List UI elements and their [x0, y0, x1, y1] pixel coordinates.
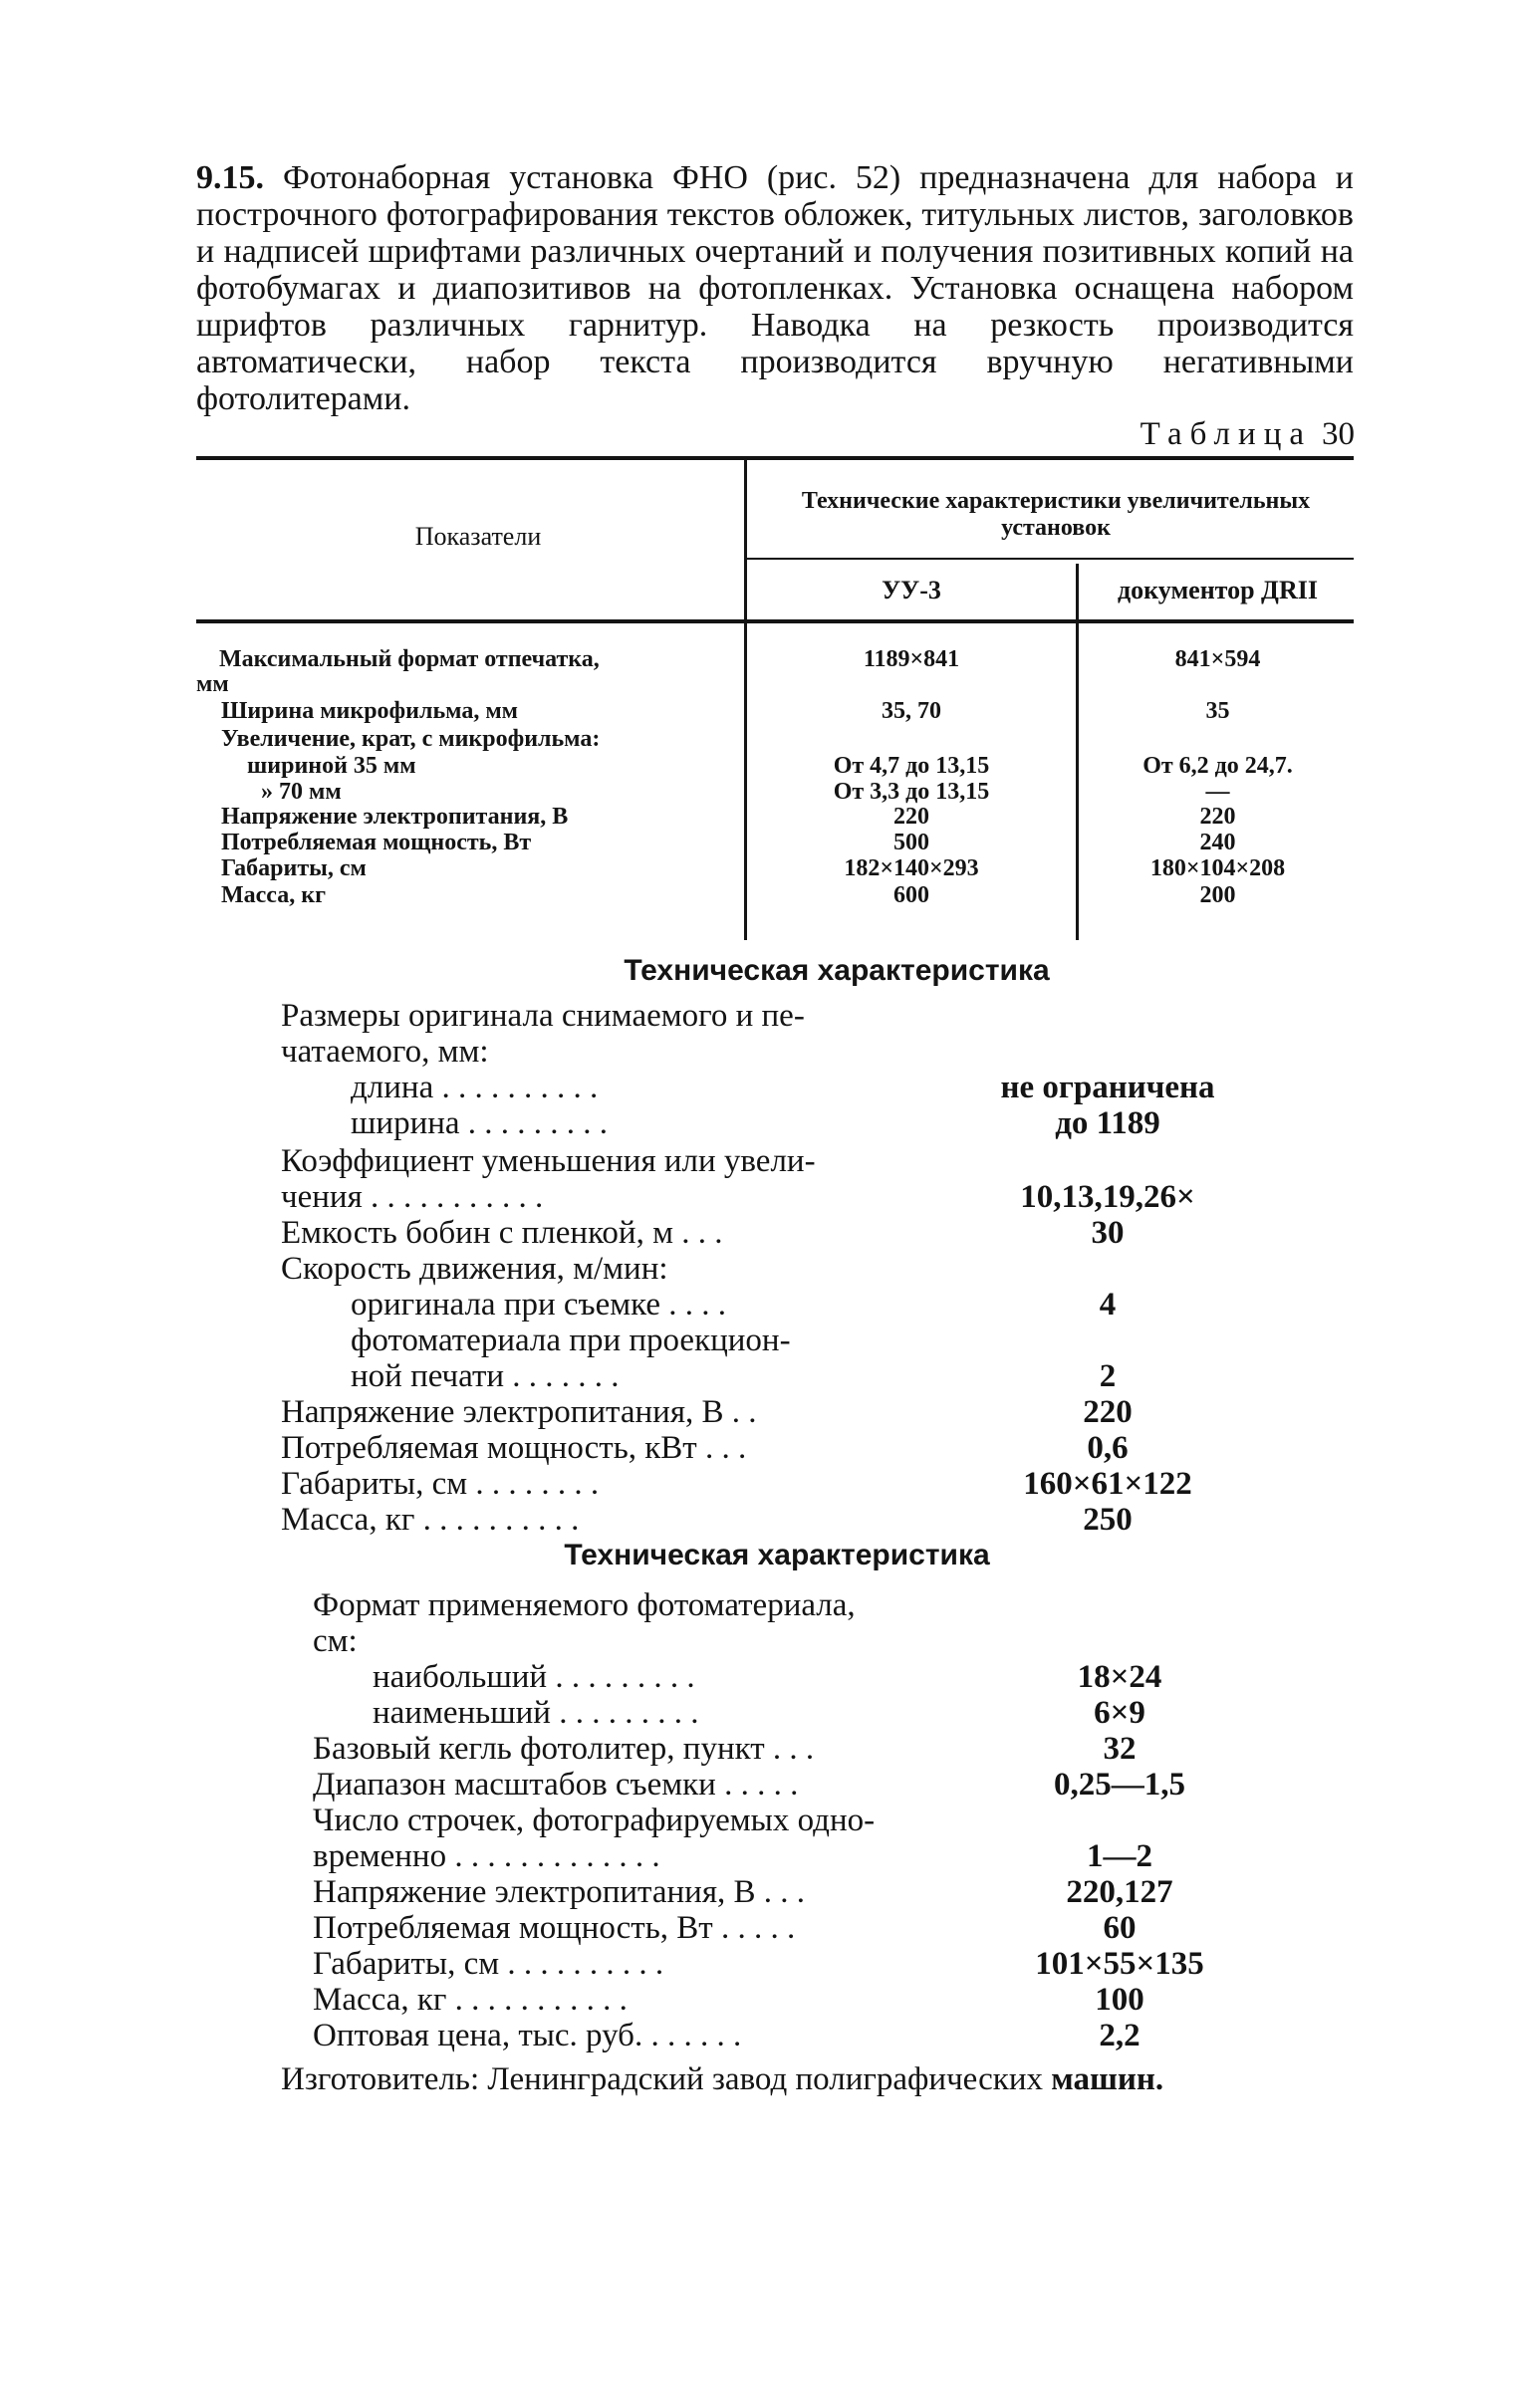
header-indicators: Показатели	[414, 522, 542, 551]
table-row-label: » 70 мм	[261, 779, 342, 805]
spec1-title: Техническая характеристика	[624, 954, 1050, 987]
spec-label: Базовый кегль фотолитер, пункт . . .	[313, 1731, 815, 1767]
table-cell-dokumentor: —	[1205, 779, 1230, 805]
table-row-label: Масса, кг	[221, 882, 326, 908]
spec-label: чатаемого, мм:	[281, 1034, 489, 1070]
spec-label: Габариты, см . . . . . . . . . .	[313, 1946, 664, 1982]
spec-value: не ограничена	[1000, 1070, 1215, 1105]
manufacturer-line	[281, 2061, 1377, 2098]
section-number: 9.15.	[196, 159, 264, 196]
table-cell-dokumentor: 220	[1199, 804, 1236, 830]
table-cell-uu3: 500	[893, 830, 929, 855]
spec-label: Емкость бобин с пленкой, м . . .	[281, 1215, 723, 1251]
spec-value: 0,25—1,5	[1054, 1767, 1185, 1803]
table-row-label: шириной 35 мм	[247, 753, 416, 779]
table-cell-uu3: От 3,3 до 13,15	[833, 779, 990, 805]
spec-value: 60	[1103, 1910, 1137, 1946]
table-cell-dokumentor: 200	[1199, 882, 1236, 908]
table-cell-uu3: От 4,7 до 13,15	[833, 753, 990, 779]
table-cell-uu3: 1189×841	[863, 646, 960, 672]
header-col-uu3: УУ-3	[882, 576, 941, 604]
table-row-label: Напряжение электропитания, В	[221, 804, 569, 830]
manufacturer-prefix: Изготовитель: Ленинградский завод полиграфических	[281, 2061, 1043, 2097]
spec-label: наибольший . . . . . . . . .	[373, 1659, 695, 1695]
spec2-title: Техническая характеристика	[564, 1539, 990, 1571]
spec-label: Габариты, см . . . . . . . .	[281, 1466, 600, 1502]
table-cell-uu3: 220	[893, 804, 929, 830]
spec-label: наименьший . . . . . . . . .	[373, 1695, 699, 1731]
spec-label: чения . . . . . . . . . . .	[281, 1179, 544, 1215]
spec-label: Оптовая цена, тыс. руб. . . . . . .	[313, 2018, 742, 2053]
spec-value: 0,6	[1087, 1430, 1129, 1466]
spec-label: Диапазон масштабов съемки . . . . .	[313, 1767, 799, 1803]
table-cell-uu3: 35, 70	[882, 698, 941, 724]
table-cell-uu3: 600	[893, 882, 929, 908]
table-subheader-rule	[747, 558, 1354, 560]
spec-value: 4	[1099, 1287, 1117, 1323]
spec-value: 2	[1099, 1358, 1117, 1394]
header-col-dokumentor: документор ДRII	[1118, 576, 1318, 604]
header-group: Технические характеристики увеличительных установок	[801, 488, 1311, 541]
table-cell-dokumentor: 180×104×208	[1149, 855, 1286, 881]
intro-text: Фотонаборная установка ФНО (рис. 52) предназначена для набора и построчного фотографирования текстов обложек, титульных листов, заголовков и надписей шрифтами различных очертаний и получения позитивных копий на фотобумагах и диапозитивов на фотопленках. Установка оснащена набором шрифтов различных гарнитур. Наводка на резкость производится автоматически, набор текста производится вручную негативными фотолитерами.	[196, 159, 1354, 417]
table-row-label: Увеличение, крат, с микрофильма:	[221, 726, 601, 752]
table-row-label: Максимальный формат отпечатка,	[219, 646, 600, 672]
table-caption	[1026, 416, 1355, 453]
table-row-label: Габариты, см	[221, 855, 367, 881]
spec-label: Потребляемая мощность, Вт . . . . .	[313, 1910, 796, 1946]
table-body-vrule-2	[1076, 623, 1079, 940]
spec-value: 160×61×122	[1023, 1466, 1192, 1502]
spec-value: 100	[1095, 1982, 1144, 2018]
spec2-list	[313, 1587, 1309, 2053]
spec-label: ной печати . . . . . . .	[351, 1358, 620, 1394]
spec-label: фотоматериала при проекцион-	[351, 1323, 791, 1358]
table-body-vrule-1	[744, 623, 747, 940]
table-subheader-vrule	[1076, 564, 1079, 619]
spec-label: Напряжение электропитания, В . .	[281, 1394, 757, 1430]
spec-label: Число строчек, фотографируемых одно-	[313, 1803, 876, 1838]
table-cell-dokumentor: 35	[1205, 698, 1230, 724]
spec-value: 220	[1083, 1394, 1133, 1430]
spec-label: временно . . . . . . . . . . . . .	[313, 1838, 660, 1874]
table-header-bottom-rule	[196, 619, 1354, 623]
manufacturer-last: машин.	[1051, 2061, 1164, 2097]
spec-label: ширина . . . . . . . . .	[351, 1105, 609, 1141]
spec-label: Масса, кг . . . . . . . . . .	[281, 1502, 580, 1538]
spec-label: Коэффициент уменьшения или увели-	[281, 1143, 816, 1179]
table-caption-number: 30	[1322, 416, 1355, 452]
spec-label: оригинала при съемке . . . .	[351, 1287, 726, 1323]
spec-label: см:	[313, 1623, 358, 1659]
table-top-rule	[196, 456, 1354, 460]
spec-value: 6×9	[1094, 1695, 1145, 1731]
spec-value: 2,2	[1099, 2018, 1141, 2053]
spec-label: Формат применяемого фотоматериала,	[313, 1587, 856, 1623]
spec1-list	[281, 998, 1277, 1538]
spec-label: Масса, кг . . . . . . . . . . .	[313, 1982, 628, 2018]
spec-value: 101×55×135	[1035, 1946, 1204, 1982]
intro-paragraph	[196, 159, 1354, 417]
table-row-label: мм	[196, 671, 229, 697]
spec-value: 10,13,19,26×	[1020, 1179, 1195, 1215]
spec-label: длина . . . . . . . . . .	[351, 1070, 599, 1105]
spec-value: 1—2	[1087, 1838, 1152, 1874]
spec-label: Напряжение электропитания, В . . .	[313, 1874, 806, 1910]
table-cell-dokumentor: 841×594	[1174, 646, 1261, 672]
table-cell-dokumentor: От 6,2 до 24,7.	[1142, 753, 1293, 779]
spec-value: 220,127	[1066, 1874, 1173, 1910]
table-caption-word: Таблица	[1140, 416, 1312, 452]
table-row-label: Ширина микрофильма, мм	[221, 698, 519, 724]
spec-value: 250	[1083, 1502, 1133, 1538]
spec-label: Размеры оригинала снимаемого и пе-	[281, 998, 805, 1034]
spec-label: Скорость движения, м/мин:	[281, 1251, 668, 1287]
spec-value: 32	[1103, 1731, 1137, 1767]
table-cell-uu3: 182×140×293	[844, 855, 979, 881]
table-header-vrule	[744, 460, 747, 619]
table-cell-dokumentor: 240	[1199, 830, 1236, 855]
spec-label: Потребляемая мощность, кВт . . .	[281, 1430, 747, 1466]
table-row-label: Потребляемая мощность, Вт	[221, 830, 532, 855]
spec-value: до 1189	[1055, 1105, 1160, 1141]
spec-value: 18×24	[1077, 1659, 1162, 1695]
spec-value: 30	[1091, 1215, 1125, 1251]
